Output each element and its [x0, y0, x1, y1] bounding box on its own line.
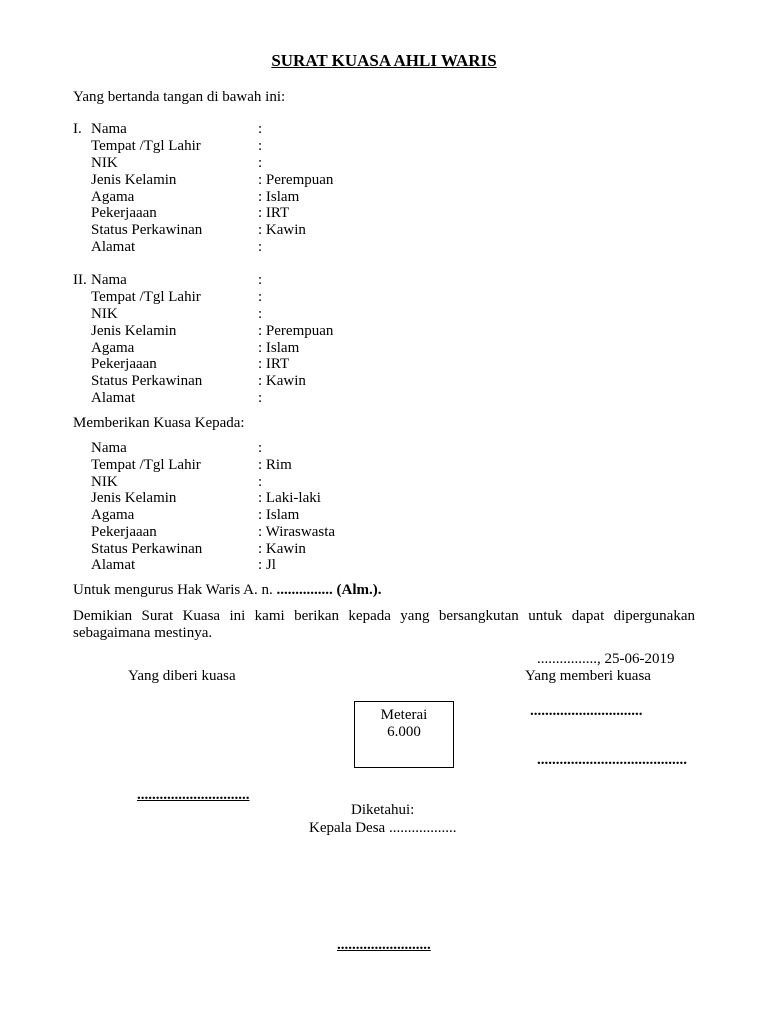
attorney-row-marital	[0, 541, 768, 558]
attorney-row-religion	[0, 507, 768, 524]
field-value: : Laki-laki	[258, 490, 321, 506]
receiver-signature-line: ..............................	[137, 787, 250, 803]
field-label: Pekerjaaan	[91, 524, 157, 540]
field-value: :	[258, 239, 263, 255]
field-label: Nama	[91, 121, 127, 137]
purpose-deceased: ............... (Alm.).	[276, 582, 382, 598]
person1-row-gender	[0, 172, 768, 189]
field-value: : Islam	[258, 340, 300, 356]
purpose-prefix: Untuk mengurus Hak Waris A. n.	[73, 582, 277, 598]
intro-text: Yang bertanda tangan di bawah ini:	[73, 89, 286, 105]
field-label: Status Perkawinan	[91, 222, 203, 238]
field-label: Agama	[91, 189, 135, 205]
field-label: NIK	[91, 474, 118, 490]
person1-row-nama	[0, 121, 768, 138]
closing-paragraph: Demikian Surat Kuasa ini kami berikan kepada yang bersangkutan untuk dapat dipergunakan sebagaimana mestinya.	[73, 608, 695, 641]
field-value: : IRT	[258, 205, 290, 221]
field-value: : Jl	[258, 557, 276, 573]
person2-row-ttl	[0, 289, 768, 306]
field-value: : Islam	[258, 189, 300, 205]
field-value: : Rim	[258, 457, 292, 473]
field-value: :	[258, 474, 263, 490]
person2-row-nama	[0, 272, 768, 289]
field-value: : Perempuan	[258, 172, 334, 188]
acknowledged-label: Diketahui:	[351, 802, 415, 818]
giver-signature-line-1: ..............................	[530, 703, 643, 719]
field-value: :	[258, 289, 263, 305]
field-label: Tempat /Tgl Lahir	[91, 457, 201, 473]
person1-row-ttl	[0, 138, 768, 155]
attorney-row-ttl	[0, 457, 768, 474]
attorney-row-gender	[0, 490, 768, 507]
field-value: :	[258, 390, 263, 406]
village-head-signature-line: .........................	[337, 937, 431, 953]
giver-label: Yang memberi kuasa	[525, 668, 651, 684]
grant-heading: Memberikan Kuasa Kepada:	[73, 415, 245, 431]
field-label: Nama	[91, 440, 127, 456]
field-value: : Islam	[258, 507, 300, 523]
stamp-value: 6.000	[387, 724, 421, 740]
person1-row-religion	[0, 189, 768, 206]
field-value: :	[258, 121, 263, 137]
person1-row-job	[0, 205, 768, 222]
field-value: : Perempuan	[258, 323, 334, 339]
document-title: SURAT KUASA AHLI WARIS	[271, 51, 497, 70]
field-label: Tempat /Tgl Lahir	[91, 289, 201, 305]
field-label: Alamat	[91, 239, 136, 255]
attorney-row-address	[0, 557, 768, 574]
person2-number: II.	[73, 272, 87, 288]
field-value: : IRT	[258, 356, 290, 372]
field-value: : Kawin	[258, 541, 306, 557]
person1-row-marital	[0, 222, 768, 239]
field-label: Agama	[91, 340, 135, 356]
field-label: Tempat /Tgl Lahir	[91, 138, 201, 154]
field-label: NIK	[91, 306, 118, 322]
field-label: Alamat	[91, 390, 136, 406]
field-label: Status Perkawinan	[91, 541, 203, 557]
field-label: Alamat	[91, 557, 136, 573]
attorney-row-nik	[0, 474, 768, 491]
person2-row-address	[0, 390, 768, 407]
field-value: :	[258, 440, 263, 456]
person2-row-nik	[0, 306, 768, 323]
person1-number: I.	[73, 121, 82, 137]
field-value: : Wiraswasta	[258, 524, 336, 540]
attorney-row-nama	[0, 440, 768, 457]
attorney-row-job	[0, 524, 768, 541]
field-label: Agama	[91, 507, 135, 523]
field-label: Jenis Kelamin	[91, 323, 177, 339]
stamp-box	[354, 701, 454, 768]
field-label: Nama	[91, 272, 127, 288]
village-head-label: Kepala Desa ..................	[309, 820, 457, 836]
person2-row-job	[0, 356, 768, 373]
field-label: Status Perkawinan	[91, 373, 203, 389]
field-value: :	[258, 306, 263, 322]
purpose-line	[73, 582, 382, 599]
field-value: :	[258, 138, 263, 154]
field-value: :	[258, 272, 263, 288]
field-label: Pekerjaaan	[91, 205, 157, 221]
field-value: :	[258, 155, 263, 171]
field-label: Pekerjaaan	[91, 356, 157, 372]
field-label: NIK	[91, 155, 118, 171]
person2-row-marital	[0, 373, 768, 390]
field-label: Jenis Kelamin	[91, 172, 177, 188]
field-value: : Kawin	[258, 373, 306, 389]
receiver-label: Yang diberi kuasa	[128, 668, 236, 684]
date-line: ................, 25-06-2019	[537, 651, 675, 667]
person2-row-religion	[0, 340, 768, 357]
field-label: Jenis Kelamin	[91, 490, 177, 506]
person2-row-gender	[0, 323, 768, 340]
giver-signature-line-2: ........................................	[537, 752, 687, 768]
person1-row-nik	[0, 155, 768, 172]
person1-row-address	[0, 239, 768, 256]
stamp-label: Meterai	[380, 707, 428, 723]
field-value: : Kawin	[258, 222, 306, 238]
